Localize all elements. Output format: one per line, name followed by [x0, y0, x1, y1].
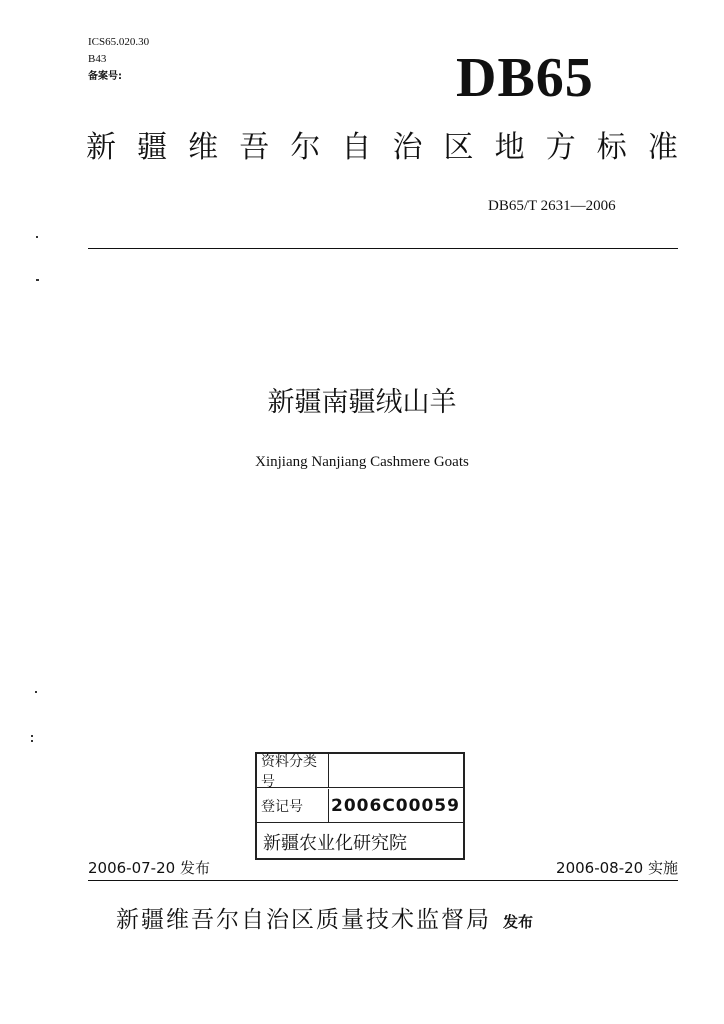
issuer-action: 发布: [503, 913, 534, 931]
standard-logo: DB65: [456, 47, 594, 109]
standard-title-char: 新: [86, 130, 116, 165]
document-subtitle: Xinjiang Nanjiang Cashmere Goats: [255, 454, 469, 470]
ics-code: ICS65.020.30: [88, 36, 150, 48]
scan-speck: [36, 279, 39, 281]
standard-number: DB65/T 2631—2006: [488, 198, 616, 214]
stamp-row-institute: [257, 824, 463, 860]
stamp-institute-name: 新疆农业化研究院: [263, 833, 407, 854]
scan-speck: [36, 236, 38, 238]
standard-title-char: 方: [545, 130, 576, 165]
issue-date: 2006-07-20 发布: [88, 859, 210, 877]
standard-title-char: 疆: [137, 130, 168, 165]
library-registration-stamp: [255, 752, 465, 860]
scan-speck: [31, 740, 33, 742]
stamp-classification-label: 资料分类号: [261, 754, 329, 787]
record-number-label: 备案号:: [88, 71, 122, 82]
issuer-line: [116, 905, 533, 935]
stamp-registration-label: 登记号: [261, 789, 329, 822]
standard-title-char: 维: [188, 130, 219, 165]
standard-title-char: 自: [341, 130, 372, 165]
scan-speck: [31, 735, 33, 737]
document-title: 新疆南疆绒山羊: [267, 387, 457, 418]
standard-title-char: 准: [647, 130, 678, 165]
scan-speck: [35, 691, 37, 693]
standard-title-char: 地: [494, 130, 525, 165]
standard-type-title: [86, 128, 678, 168]
standard-title-char: 区: [443, 130, 474, 165]
standard-title-char: 吾: [239, 130, 270, 165]
top-divider: [88, 248, 678, 249]
standard-title-char: 标: [596, 130, 627, 165]
class-code: B43: [88, 53, 107, 65]
standard-title-char: 尔: [290, 130, 321, 165]
issuer-name: 新疆维吾尔自治区质量技术监督局: [116, 907, 491, 933]
stamp-row-classification: [257, 754, 463, 788]
implementation-date: 2006-08-20 实施: [556, 859, 678, 877]
stamp-row-registration: [257, 789, 463, 823]
stamp-registration-number: 2006C00059: [331, 795, 460, 816]
metadata-block: [88, 34, 149, 85]
bottom-divider: [88, 880, 678, 881]
standard-title-char: 治: [392, 130, 423, 165]
